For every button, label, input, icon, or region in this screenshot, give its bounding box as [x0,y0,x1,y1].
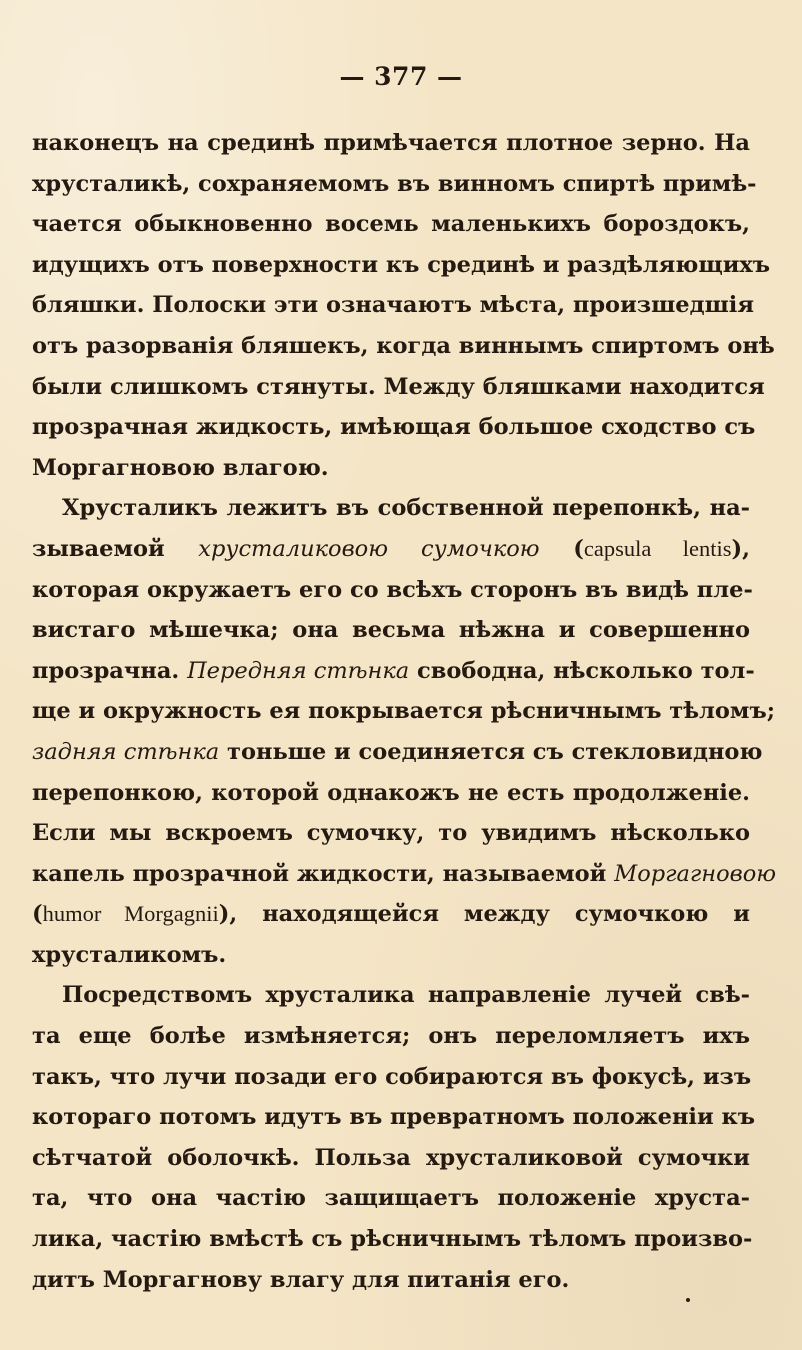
text-segment: капель прозрачной жидкости, называемой [32,860,615,887]
text-line [32,894,750,935]
text-line [32,1260,750,1301]
paragraph-2 [32,488,777,975]
text-line [32,570,753,611]
text-line [32,285,754,326]
text-segment: котораго потомъ идутъ въ превратномъ положеніи къ [32,1104,755,1131]
text-line [32,245,771,286]
text-segment: тоньше и соединяется съ стекловидною [219,738,763,765]
text-line [32,326,775,367]
italic-term: Моргагновою [614,860,777,887]
text-line [32,1097,755,1138]
text-segment: ( [539,535,584,562]
print-speck [686,1298,690,1302]
text-line [32,1016,750,1057]
text-line [32,975,750,1016]
text-segment: чается обыкновенно восемь маленькихъ бороздокъ, [32,211,750,238]
paragraph-3 [32,975,755,1300]
text-segment: Посредствомъ хрусталика направленіе лучей свѣ- [62,982,750,1009]
text-line [32,164,757,205]
text-line [32,448,750,489]
text-segment: та, что она частію защищаетъ положеніе хруста- [32,1185,750,1212]
text-segment: Если мы вскроемъ сумочку, то увидимъ нѣсколько [32,820,750,847]
text-line [32,407,756,448]
text-segment: та еще болѣе измѣняется; онъ переломляетъ ихъ [32,1023,750,1050]
text-segment: такъ, что лучи позади его собираются въ фокусѣ, изъ [32,1063,752,1090]
text-line [32,773,750,814]
text-segment: Моргагновою влагою. [32,454,329,481]
text-line [32,488,750,529]
text-segment: перепонкою, которой однакожъ не есть продолженіе. [32,779,750,806]
text-segment: ще и окружность ея покрывается рѣсничнымъ тѣломъ; [32,698,776,725]
text-segment: прозрачна. [32,657,188,684]
text-line [32,529,750,570]
text-line [32,691,776,732]
latin-term: humor Morgagnii [42,901,219,927]
text-segment: ), находящейся между сумочкою и [218,901,750,928]
text-segment: Хрусталикъ лежитъ въ собственной перепонкѣ, на- [62,495,750,522]
text-line [32,935,750,976]
italic-term: хрусталиковою сумочкою [198,535,540,562]
text-line [32,367,765,408]
text-segment: бляшки. Полоски эти означаютъ мѣста, произшедшія [32,292,754,319]
italic-term: Передняя стѣнка [187,657,410,684]
text-segment: отъ разорванія бляшекъ, когда виннымъ спиртомъ онѣ [32,332,775,359]
italic-term: задняя стѣнка [32,738,220,765]
text-segment: зываемой [32,535,199,562]
text-line [32,123,750,164]
text-line [32,610,750,651]
text-segment: ( [32,901,43,928]
text-segment: дитъ Моргагнову влагу для питанія его. [32,1266,570,1293]
text-segment: идущихъ отъ поверхности къ срединѣ и раздѣляющихъ [32,251,771,278]
latin-term: capsula lentis [583,535,732,561]
text-segment: которая окружаетъ его со всѣхъ сторонъ въ видѣ пле- [32,576,753,603]
text-segment: были слишкомъ стянуты. Между бляшками находится [32,373,765,400]
text-line [32,1178,750,1219]
text-segment: хрусталикомъ. [32,941,227,968]
text-segment: вистаго мѣшечка; она весьма нѣжна и совершенно [32,617,750,644]
text-line [32,732,763,773]
text-line [32,1057,750,1098]
text-segment: наконецъ на срединѣ примѣчается плотное зерно. На [32,130,750,156]
body-text [32,123,777,1300]
text-line [32,1138,750,1179]
text-segment: прозрачная жидкость, имѣющая большое сходство съ [32,414,756,441]
text-line [32,204,750,245]
text-segment: свободна, нѣсколько тол- [409,657,755,684]
text-line [32,651,755,692]
text-line [32,1219,753,1260]
text-line [32,813,750,854]
text-segment: лика, частію вмѣстѣ съ рѣсничнымъ тѣломъ произво- [32,1226,753,1253]
text-segment: ), [731,535,750,562]
text-line [32,854,777,895]
text-segment: хрусталикѣ, сохраняемомъ въ винномъ спиртѣ примѣ- [32,170,757,197]
text-segment: сѣтчатой оболочкѣ. Польза хрусталиковой сумочки [32,1144,750,1171]
page-number: — 377 — [339,62,463,91]
paragraph-1 [32,123,775,488]
